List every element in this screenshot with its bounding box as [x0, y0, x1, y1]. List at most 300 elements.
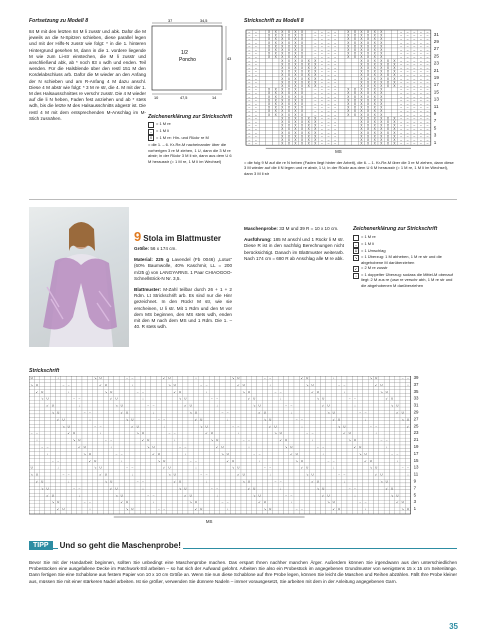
chart-9-cell [77, 459, 82, 462]
chart-8-cell [259, 95, 266, 99]
chart-9-cell [315, 469, 320, 472]
chart-9-cell [209, 424, 214, 427]
chart-9-cell [289, 386, 294, 389]
chart-8-cell [259, 59, 266, 63]
chart-9-cell [204, 376, 209, 379]
chart-9-cell [162, 445, 167, 448]
chart-9-cell [262, 431, 267, 434]
chart-9-cell [199, 445, 204, 448]
chart-8-symbol: X [281, 130, 284, 135]
chart-9-cell [140, 421, 145, 424]
chart-8-symbol: – [400, 58, 402, 63]
chart-9-cell [93, 448, 98, 451]
chart-8-symbol: X [301, 76, 304, 81]
chart-9-cell [347, 386, 352, 389]
chart-8-symbol: – [321, 37, 323, 42]
chart-9-cell [151, 424, 156, 427]
chart-9-cell [56, 445, 61, 448]
chart-9-cell [257, 376, 262, 379]
chart-9-cell [130, 404, 135, 407]
chart-9-cell [310, 507, 315, 510]
chart-8-cell [259, 77, 266, 81]
chart-9-cell [321, 438, 326, 441]
chart-9-cell [215, 497, 220, 500]
chart-8-symbol: – [255, 33, 257, 38]
chart-9-symbol: U [189, 493, 192, 498]
chart-8-symbol: X [360, 116, 363, 121]
chart-8-symbol: X [281, 48, 284, 52]
chart-9-cell [124, 379, 129, 382]
chart-9-cell [98, 411, 103, 414]
chart-9-cell [45, 414, 50, 417]
chart-9-cell [188, 435, 193, 438]
chart-9-cell [29, 411, 34, 414]
chart-8-symbol: – [413, 48, 416, 52]
chart-8-symbol: – [327, 134, 330, 139]
chart-9-cell [273, 414, 278, 417]
chart-9-cell [50, 390, 55, 393]
chart-8-symbol: X [281, 123, 284, 128]
chart-9-cell [262, 442, 267, 445]
chart-9-cell [405, 455, 410, 458]
chart-9-cell [151, 476, 156, 479]
chart-9-symbol: ↓ [163, 424, 165, 429]
chart-9-cell [50, 445, 55, 448]
chart-9-cell [352, 386, 357, 389]
chart-9-cell [119, 435, 124, 438]
chart-8-symbol: – [426, 37, 429, 42]
chart-9-cell [45, 407, 50, 410]
chart-9-cell [331, 445, 336, 448]
chart-9-cell [374, 476, 379, 479]
chart-9-cell [236, 448, 241, 451]
chart-9-cell [246, 400, 251, 403]
chart-9-cell [109, 511, 114, 514]
chart-9-symbol: ↓ [131, 382, 134, 387]
chart-9-cell [29, 480, 34, 483]
chart-9-cell [98, 511, 103, 514]
chart-8-symbol: X [274, 102, 277, 106]
chart-9-symbol: ↘ [263, 507, 267, 512]
chart-9-cell [405, 511, 410, 514]
chart-8-cell [266, 62, 273, 66]
chart-9-cell [193, 397, 198, 400]
chart-9-cell [331, 476, 336, 479]
chart-8-symbol: – [413, 120, 416, 124]
chart-9-cell [66, 455, 71, 458]
chart-8-cell [305, 98, 312, 102]
chart-8-symbol: – [321, 120, 323, 124]
chart-9-cell [278, 466, 283, 469]
chart-9-cell [236, 414, 241, 417]
chart-9-cell [103, 417, 108, 420]
chart-9-cell [29, 407, 34, 410]
chart-9-cell [230, 428, 235, 431]
chart-8-cell [338, 52, 345, 56]
chart-8-symbol: X [294, 112, 297, 117]
chart-9-cell [368, 493, 373, 496]
chart-9-cell [310, 466, 315, 469]
chart-9-cell [82, 480, 87, 483]
chart-8-symbol: – [413, 91, 416, 96]
chart-9-cell [71, 386, 76, 389]
chart-9-symbol: – [46, 444, 49, 449]
chart-9-cell [252, 469, 257, 472]
chart-8-symbol: – [420, 48, 422, 52]
chart-9-cell [61, 411, 66, 414]
chart-9-row-number: 31 [413, 402, 419, 408]
chart-8-cell [272, 70, 279, 74]
chart-8-symbol: – [248, 98, 251, 103]
chart-8-symbol: – [426, 51, 429, 56]
chart-8-symbol: – [334, 73, 336, 78]
chart-9-cell [389, 476, 394, 479]
chart-9-cell [188, 438, 193, 441]
chart-9-cell [177, 448, 182, 451]
chart-9-cell [103, 421, 108, 424]
chart-9-symbol: ↓ [386, 444, 388, 449]
chart-8-symbol: X [307, 66, 310, 70]
tipp-text: Bevor Sie mit der Handarbeit beginnen, sollten Sie unbedingt eine Maschenprobe machen. Das erspart Ihnen nachher manchen Ärger. Außerdem können Sie irgendwann aus den unterschiedlichen Probestücken eine ausgefallene Decke im Patchwork-Stil arbeiten – so hat sich der Aufwand gelohnt. Arbeiten Sie also ein Probestück im angegebenen Grundmuster von wenigstens 15 x 15 cm Seitenlänge. Dann fertigen Sie eine Schablone aus festem Papier von 10 x 10 cm Größe an. Wenn Sie nun diese Schablone auf Ihre Probe legen, können Sie leicht die Maschen und Reihen abzählen. Fällt Ihre Probe kleiner aus, müssen Sie mit einer stärkeren Nadel arbeiten. Ist sie größer, verwenden Sie dünnere Nadeln – immer vorausgesetzt, Sie arbeiten mit dem in der Anleitung angegebenen Garn. [29, 560, 457, 584]
chart-9-cell [395, 386, 400, 389]
chart-8-symbol: X [393, 141, 396, 146]
chart-9-cell [103, 431, 108, 434]
chart-8-symbol: – [413, 55, 416, 60]
chart-9-cell [294, 497, 299, 500]
chart-9-cell [273, 504, 278, 507]
chart-9-cell [172, 486, 177, 489]
chart-9-cell [241, 404, 246, 407]
model-9-probe: Maschenprobe: 33 M und 39 R = 10 x 10 cm. [244, 226, 339, 231]
chart-9-cell [209, 383, 214, 386]
chart-9-cell [347, 442, 352, 445]
chart-9-cell [82, 390, 87, 393]
chart-9-cell [363, 390, 368, 393]
chart-9-cell [172, 411, 177, 414]
chart-9-cell [193, 390, 198, 393]
chart-8-symbol: – [314, 109, 317, 114]
chart-9-cell [230, 483, 235, 486]
chart-9-cell [82, 386, 87, 389]
chart-9-symbol: ↘ [369, 465, 373, 470]
chart-9-cell [342, 400, 347, 403]
fortsetzung-text: 84 M mit den letzten 84 M li zusstr und abk. Dafür die M jeweils an die N-Spitzen schieben, diese parallel legen und mit der Hilfs-N zusstr wie folgt: * in die 1. hinteren Hintergrund gesehen M, dann in die 1. vordere liegende M wie zum Li-str einstechen, die M li zusstr und anschließend abk, ab * noch 83 x wdh und enden. Teil wenden. Für die Halsblende über den restl 151 M den Kordelabschluss arb. Dafür die M wieder an den Anfang der N schieben und am R-Anfang 4 M dazu anschl. Diese 4 M abstr wie folgt: * 3 M re str, die 4. M mit der 1. M des Halsausschnittes re verschr zusstr. Die 4 M wieder auf die li N heben, Faden fest anziehen und ab * stets wdh, bis die letzte M des Halsausschnitts abgestr ist. Die restl 4 M mit dem entsprechenden M-Anschlag im M-Stich zusnähen. [29, 29, 146, 121]
chart-9-cell [400, 435, 405, 438]
chart-9-cell [82, 417, 87, 420]
chart-8-symbol: X [347, 91, 350, 96]
chart-9-cell [379, 483, 384, 486]
chart-9-cell [294, 511, 299, 514]
chart-9-cell [299, 452, 304, 455]
chart-8-cell [305, 102, 312, 106]
chart-9-cell [374, 393, 379, 396]
chart-9-cell [103, 490, 108, 493]
chart-9-cell [400, 400, 405, 403]
chart-9-cell [384, 411, 389, 414]
chart-9-cell [321, 383, 326, 386]
chart-9-cell [140, 504, 145, 507]
chart-9-cell [352, 379, 357, 382]
chart-9-cell [299, 448, 304, 451]
chart-9-cell [374, 490, 379, 493]
chart-9-symbol: ↓ [269, 382, 271, 387]
chart-9-cell [172, 407, 177, 410]
chart-9-cell [220, 424, 225, 427]
chart-9-cell [40, 438, 45, 441]
chart-9-cell [114, 497, 119, 500]
chart-8-symbol: – [327, 30, 330, 34]
chart-9-cell [278, 404, 283, 407]
chart-9-cell [93, 383, 98, 386]
chart-9-cell [162, 452, 167, 455]
chart-9-cell [268, 476, 273, 479]
chart-8-cell [259, 102, 266, 106]
chart-9-cell [183, 476, 188, 479]
chart-8-symbol: – [321, 66, 323, 70]
chart-8-symbol: – [400, 80, 402, 85]
chart-9-cell [363, 424, 368, 427]
chart-8-symbol: X [360, 105, 363, 110]
chart-9-cell [321, 480, 326, 483]
chart-9-cell [61, 500, 66, 503]
chart-9-cell [50, 480, 55, 483]
chart-9-cell [236, 442, 241, 445]
chart-9-cell [82, 490, 87, 493]
chart-9-cell [77, 417, 82, 420]
chart-9-cell [61, 438, 66, 441]
chart-9-cell [336, 386, 341, 389]
chart-9-cell [305, 507, 310, 510]
chart-9-symbol: ↓ [205, 479, 208, 484]
chart-8-cell [272, 120, 279, 124]
chart-9-cell [305, 386, 310, 389]
chart-9-cell [146, 431, 151, 434]
chart-9-cell [236, 459, 241, 462]
chart-8-symbol: X [307, 58, 310, 63]
chart-9-cell [135, 486, 140, 489]
chart-9-cell [109, 497, 114, 500]
chart-9-cell [71, 462, 76, 465]
chart-8-cell [266, 142, 273, 146]
chart-9-cell [384, 424, 389, 427]
chart-9-cell [140, 445, 145, 448]
chart-9-cell [230, 435, 235, 438]
chart-8-symbol: X [367, 30, 370, 34]
chart-9-cell [77, 469, 82, 472]
chart-9-cell [326, 483, 331, 486]
chart-9-cell [352, 424, 357, 427]
chart-8-symbol: – [420, 76, 422, 81]
chart-8-symbol: X [268, 91, 271, 96]
chart-9-cell [352, 407, 357, 410]
chart-9-cell [331, 421, 336, 424]
chart-9-cell [347, 404, 352, 407]
chart-8-symbol: X [347, 33, 350, 38]
chart-9-cell [273, 435, 278, 438]
chart-9-cell [347, 424, 352, 427]
chart-9-symbol: ↙ [120, 410, 124, 415]
chart-9-cell [220, 431, 225, 434]
chart-8-symbol: X [360, 30, 363, 34]
chart-9-cell [172, 424, 177, 427]
chart-8-symbol: X [380, 127, 383, 132]
chart-9-cell [225, 469, 230, 472]
chart-9-cell [358, 383, 363, 386]
chart-8-cell [385, 91, 392, 95]
chart-9-symbol: ↘ [178, 396, 182, 401]
chart-9-cell [400, 448, 405, 451]
chart-8-symbol: X [386, 127, 389, 132]
stola-photo [29, 207, 129, 347]
chart-9-cell [146, 414, 151, 417]
chart-9-cell [215, 417, 220, 420]
chart-9-cell [199, 435, 204, 438]
chart-8-cell [259, 44, 266, 48]
chart-9-cell [188, 386, 193, 389]
chart-9-cell [204, 483, 209, 486]
chart-9-cell [241, 493, 246, 496]
chart-8-symbol: – [334, 102, 336, 106]
chart-8-symbol: – [400, 127, 402, 132]
chart-9-cell [193, 400, 198, 403]
chart-8-symbol: X [393, 58, 396, 63]
chart-8-symbol: X [268, 105, 271, 110]
chart-9-symbol: ↘ [93, 376, 97, 380]
chart-9-symbol: ↓ [152, 500, 155, 505]
chart-9-cell [40, 473, 45, 476]
chart-9-cell [183, 424, 188, 427]
chart-9-cell [93, 404, 98, 407]
chart-9-cell [61, 400, 66, 403]
chart-8-symbol: – [413, 40, 416, 45]
chart-9-cell [151, 376, 156, 379]
chart-8-symbol: – [248, 109, 251, 114]
chart-9-cell [305, 448, 310, 451]
chart-9-cell [246, 411, 251, 414]
chart-9-cell [40, 404, 45, 407]
chart-9-cell [199, 393, 204, 396]
chart-9-cell [146, 407, 151, 410]
chart-9-cell [278, 445, 283, 448]
chart-8-symbol: X [301, 94, 304, 99]
chart-9-cell [321, 411, 326, 414]
chart-8-symbol: X [301, 40, 304, 45]
chart-9-cell [299, 390, 304, 393]
chart-9-cell [199, 404, 204, 407]
chart-9-cell [66, 404, 71, 407]
chart-8-symbol: – [420, 134, 422, 139]
chart-8-cell [305, 52, 312, 56]
chart-9-cell [326, 476, 331, 479]
chart-9-cell [321, 414, 326, 417]
chart-9-cell [305, 511, 310, 514]
chart-9-cell [119, 397, 124, 400]
chart-9-cell [294, 466, 299, 469]
chart-9-cell [246, 500, 251, 503]
chart-8-symbol: X [367, 127, 370, 132]
chart-8-symbol: X [281, 40, 284, 45]
chart-9-cell [29, 424, 34, 427]
chart-9-cell [172, 511, 177, 514]
chart-9-symbol: – [274, 479, 277, 484]
chart-8-symbol: – [248, 141, 251, 146]
chart-8-symbol: – [400, 76, 402, 81]
chart-8-symbol: X [301, 73, 304, 78]
chart-9-cell [315, 424, 320, 427]
chart-9-cell [167, 390, 172, 393]
chart-9-cell [283, 504, 288, 507]
chart-9-cell [331, 483, 336, 486]
chart-9-cell [283, 469, 288, 472]
chart-9-cell [315, 452, 320, 455]
chart-9-cell [389, 379, 394, 382]
chart-8-symbol: X [268, 48, 271, 52]
chart-9-cell [395, 397, 400, 400]
chart-8-symbol: X [314, 62, 317, 67]
chart-8-symbol: – [426, 69, 429, 74]
chart-9-cell [268, 435, 273, 438]
chart-8-symbol: X [281, 94, 284, 99]
chart-9-cell [87, 431, 92, 434]
chart-9-cell [268, 490, 273, 493]
chart-9-cell [50, 414, 55, 417]
chart-8-symbol: – [406, 37, 409, 42]
chart-9-cell [268, 428, 273, 431]
chart-8-symbol: – [327, 87, 330, 92]
chart-9-cell [315, 504, 320, 507]
chart-8-symbol: – [426, 80, 429, 85]
chart-9-cell [199, 486, 204, 489]
chart-8-symbol: X [294, 116, 297, 121]
chart-9-cell [257, 480, 262, 483]
chart-8-symbol: X [287, 134, 290, 139]
chart-9-cell [156, 511, 161, 514]
chart-9-cell [172, 497, 177, 500]
chart-9-cell [151, 417, 156, 420]
chart-9-symbol: ↙ [311, 389, 314, 394]
chart-9-cell [347, 500, 352, 503]
chart-8-symbol: – [420, 94, 422, 99]
chart-9-cell [294, 424, 299, 427]
chart-8-symbol: X [367, 37, 370, 42]
chart-8-symbol: X [386, 138, 389, 142]
chart-9-cell [321, 473, 326, 476]
chart-9-cell [294, 438, 299, 441]
chart-9-symbol: U [131, 417, 134, 422]
chart-9-cell [326, 452, 331, 455]
chart-9-cell [146, 500, 151, 503]
chart-9-cell [331, 428, 336, 431]
chart-8-symbol: – [255, 98, 257, 103]
chart-9-row-number: 35 [413, 388, 419, 394]
chart-8-symbol: X [373, 62, 376, 67]
chart-9-cell [130, 431, 135, 434]
chart-9-cell [241, 504, 246, 507]
chart-9-cell [98, 417, 103, 420]
chart-9-cell [209, 455, 214, 458]
chart-8-symbol: X [373, 84, 376, 88]
chart-9-cell [162, 511, 167, 514]
chart-9-cell [252, 455, 257, 458]
chart-8-symbol: X [393, 62, 396, 67]
chart-9-cell [71, 400, 76, 403]
chart-9-symbol: – [221, 500, 224, 505]
chart-9-symbol: U [41, 479, 44, 484]
chart-9-cell [283, 500, 288, 503]
chart-9-cell [93, 407, 98, 410]
chart-9-cell [252, 431, 257, 434]
chart-9-cell [347, 511, 352, 514]
